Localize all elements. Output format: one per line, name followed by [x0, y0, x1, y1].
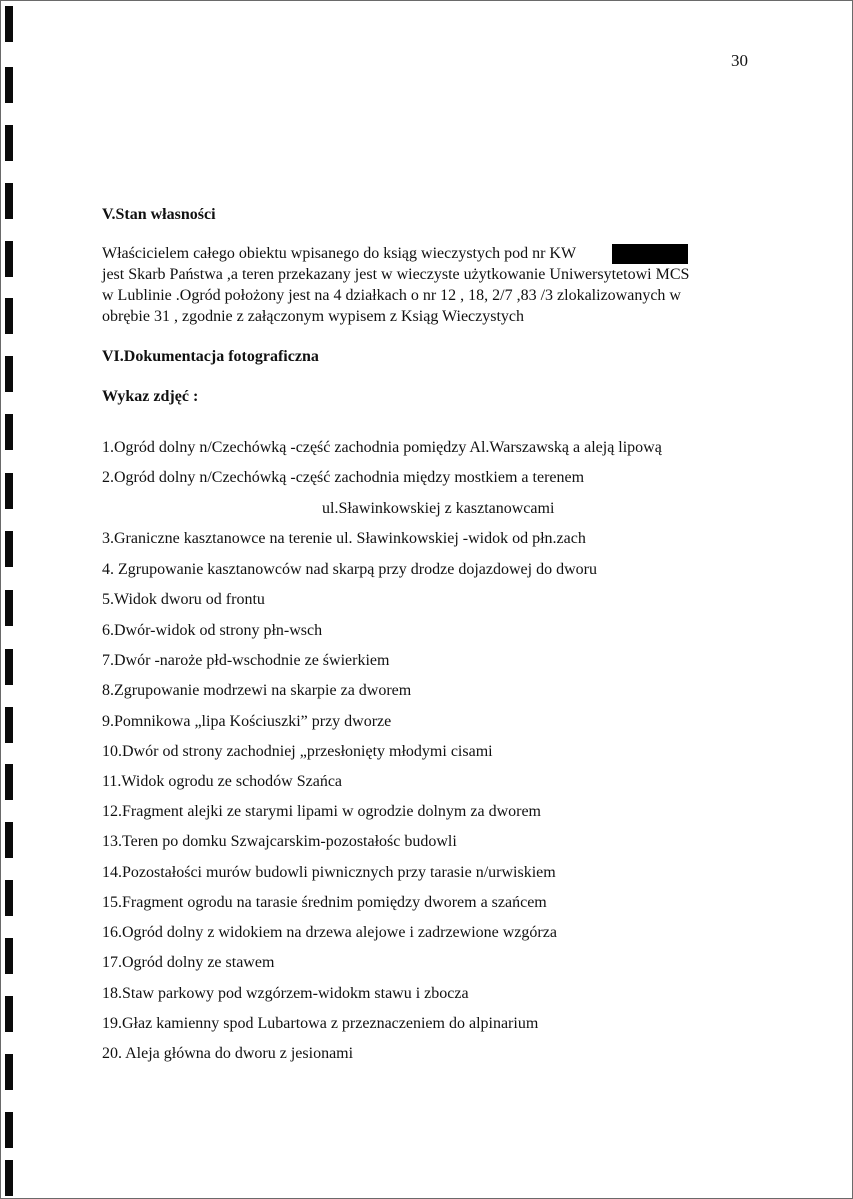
binding-mark: [5, 241, 13, 277]
binding-mark: [5, 473, 13, 509]
page-number: 30: [731, 51, 748, 70]
photo-list-item: 6.Dwór-widok od strony płn-wsch: [102, 622, 323, 639]
binding-mark: [5, 1112, 13, 1148]
ownership-paragraph-line: jest Skarb Państwa ,a teren przekazany jest w wieczyste użytkowanie Uniwersytetowi MCS: [102, 266, 690, 283]
binding-mark: [5, 707, 13, 743]
ownership-paragraph-line: Właścicielem całego obiektu wpisanego do ksiąg wieczystych pod nr KW: [102, 245, 577, 262]
binding-mark: [5, 356, 13, 392]
photo-list-item: 16.Ogród dolny z widokiem na drzewa alejowe i zadrzewione wzgórza: [102, 924, 557, 941]
ownership-paragraph-line: w Lublinie .Ogród położony jest na 4 działkach o nr 12 , 18, 2/7 ,83 /3 zlokalizowanych w: [102, 287, 681, 304]
photo-list-item: 10.Dwór od strony zachodniej „przesłonięty młodymi cisami: [102, 743, 493, 760]
binding-mark: [5, 125, 13, 161]
photo-list-item: 11.Widok ogrodu ze schodów Szańca: [102, 773, 343, 790]
binding-mark: [5, 822, 13, 858]
photo-list-item: 3.Graniczne kasztanowce na terenie ul. Sławinkowskiej -widok od płn.zach: [102, 530, 586, 547]
section-v-heading: V.Stan własności: [102, 206, 216, 223]
photo-list-item: 19.Głaz kamienny spod Lubartowa z przeznaczeniem do alpinarium: [102, 1015, 539, 1032]
binding-mark: [5, 6, 13, 42]
photo-list-item: 4. Zgrupowanie kasztanowców nad skarpą przy drodze dojazdowej do dworu: [102, 561, 597, 578]
binding-mark: [5, 1054, 13, 1090]
binding-mark: [5, 414, 13, 450]
photo-list-item: 12.Fragment alejki ze starymi lipami w ogrodzie dolnym za dworem: [102, 803, 541, 820]
section-vi-heading: VI.Dokumentacja fotograficzna: [102, 348, 319, 365]
photo-list-item: 13.Teren po domku Szwajcarskim-pozostałośc budowli: [102, 833, 457, 850]
photo-list-heading: Wykaz zdjęć :: [102, 388, 199, 405]
binding-mark: [5, 590, 13, 626]
binding-mark: [5, 764, 13, 800]
binding-mark: [5, 67, 13, 103]
photo-list-item: 15.Fragment ogrodu na tarasie średnim pomiędzy dworem a szańcem: [102, 894, 547, 911]
binding-mark: [5, 996, 13, 1032]
photo-list-item: 9.Pomnikowa „lipa Kościuszki” przy dworze: [102, 713, 392, 730]
photo-list-item: 17.Ogród dolny ze stawem: [102, 954, 275, 971]
photo-list-item: 2.Ogród dolny n/Czechówką -część zachodnia między mostkiem a terenem: [102, 469, 585, 486]
binding-mark: [5, 531, 13, 567]
binding-mark: [5, 183, 13, 219]
binding-mark: [5, 880, 13, 916]
photo-list-item: 8.Zgrupowanie modrzewi na skarpie za dworem: [102, 682, 412, 699]
ownership-paragraph-line: obrębie 31 , zgodnie z załączonym wypisem z Ksiąg Wieczystych: [102, 308, 525, 325]
binding-mark: [5, 298, 13, 334]
redaction-block: [612, 244, 688, 264]
photo-list-item-continuation: ul.Sławinkowskiej z kasztanowcami: [322, 500, 555, 517]
binding-mark: [5, 938, 13, 974]
binding-mark: [5, 649, 13, 685]
photo-list-item: 1.Ogród dolny n/Czechówką -część zachodnia pomiędzy Al.Warszawską a aleją lipową: [102, 439, 662, 456]
photo-list-item: 5.Widok dworu od frontu: [102, 591, 265, 608]
photo-list-item: 18.Staw parkowy pod wzgórzem-widokm stawu i zbocza: [102, 985, 469, 1002]
photo-list-item: 20. Aleja główna do dworu z jesionami: [102, 1045, 354, 1062]
photo-list-item: 7.Dwór -naroże płd-wschodnie ze świerkiem: [102, 652, 390, 669]
photo-list-item: 14.Pozostałości murów budowli piwnicznych przy tarasie n/urwiskiem: [102, 864, 556, 881]
binding-mark: [5, 1160, 13, 1196]
